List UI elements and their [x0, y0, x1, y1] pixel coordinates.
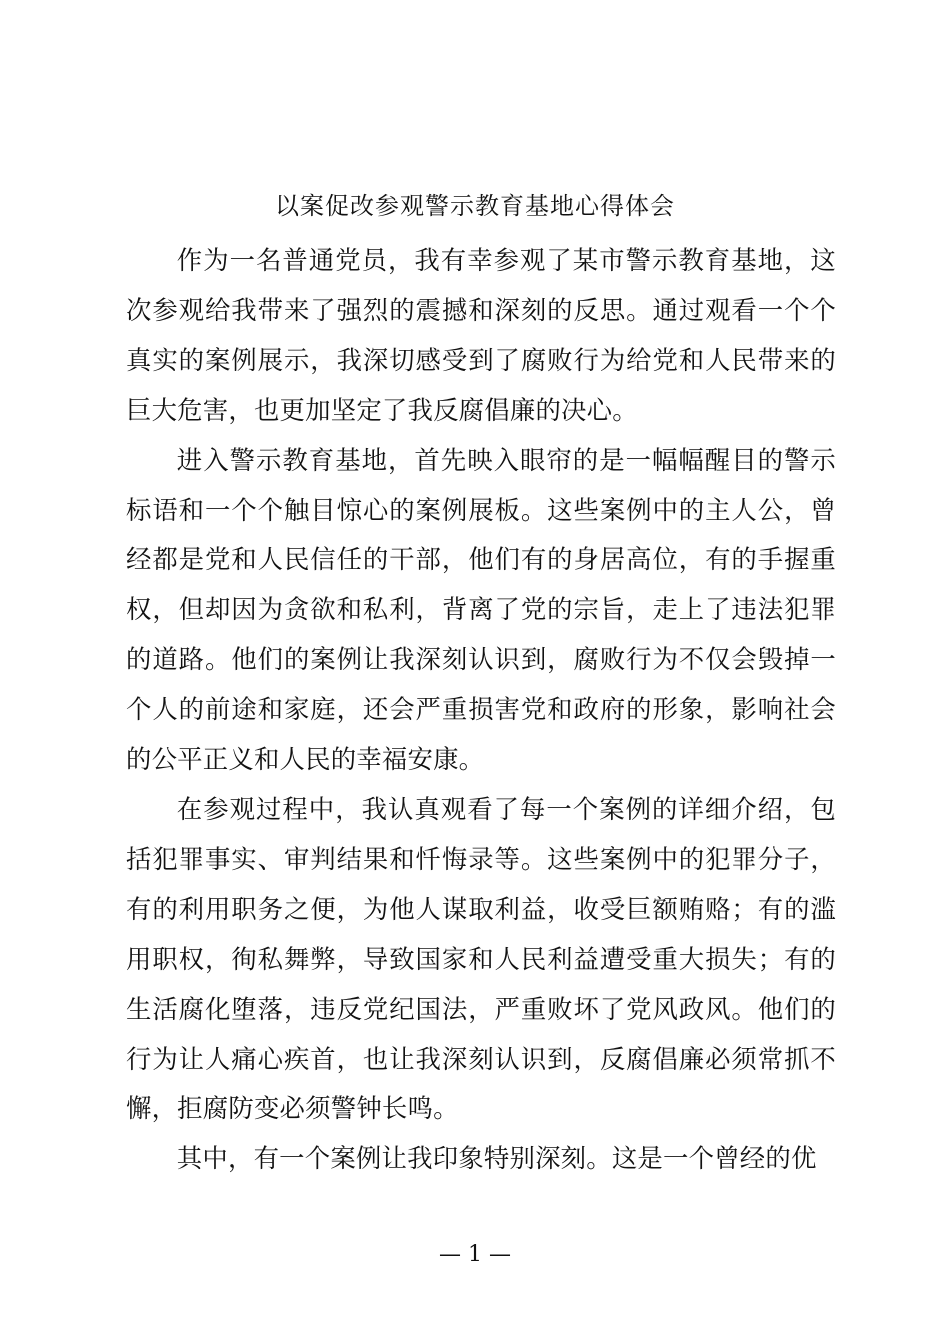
paragraph-4: 其中，有一个案例让我印象特别深刻。这是一个曾经的优: [176, 1143, 817, 1174]
paragraph-2: 进入警示教育基地，首先映入眼帘的是一幅幅醒目的警示标语和一个个触目惊心的案例展板。这些案例中的主人公，曾经都是党和人民信任的干部，他们有的身居高位，有的手握重权，但却因为贪欲和私利，背离了党的宗旨，走上了违法犯罪的道路。他们的案例让我深刻认识到，腐败行为不仅会毁掉一个人的前途和家庭，还会严重损害党和政府的形象，影响社会的公平正义和人民的幸福安康。: [126, 444, 836, 775]
paragraph-1: 作为一名普通党员，我有幸参观了某市警示教育基地，这次参观给我带来了强烈的震撼和深刻的反思。通过观看一个个真实的案例展示，我深切感受到了腐败行为给党和人民带来的巨大危害，也更加坚定了我反腐倡廉的决心。: [126, 245, 836, 425]
document-title: 以案促改参观警示教育基地心得体会: [275, 192, 675, 220]
paragraph-3: 在参观过程中，我认真观看了每一个案例的详细介绍，包括犯罪事实、审判结果和忏悔录等。这些案例中的犯罪分子，有的利用职务之便，为他人谋取利益，收受巨额贿赂；有的滥用职权，徇私舞弊，导致国家和人民利益遭受重大损失；有的生活腐化堕落，违反党纪国法，严重败坏了党风政风。他们的行为让人痛心疾首，也让我深刻认识到，反腐倡廉必须常抓不懈，拒腐防变必须警钟长鸣。: [126, 793, 836, 1124]
document-body: [126, 236, 836, 1184]
page-number: — 1 —: [439, 1242, 511, 1267]
